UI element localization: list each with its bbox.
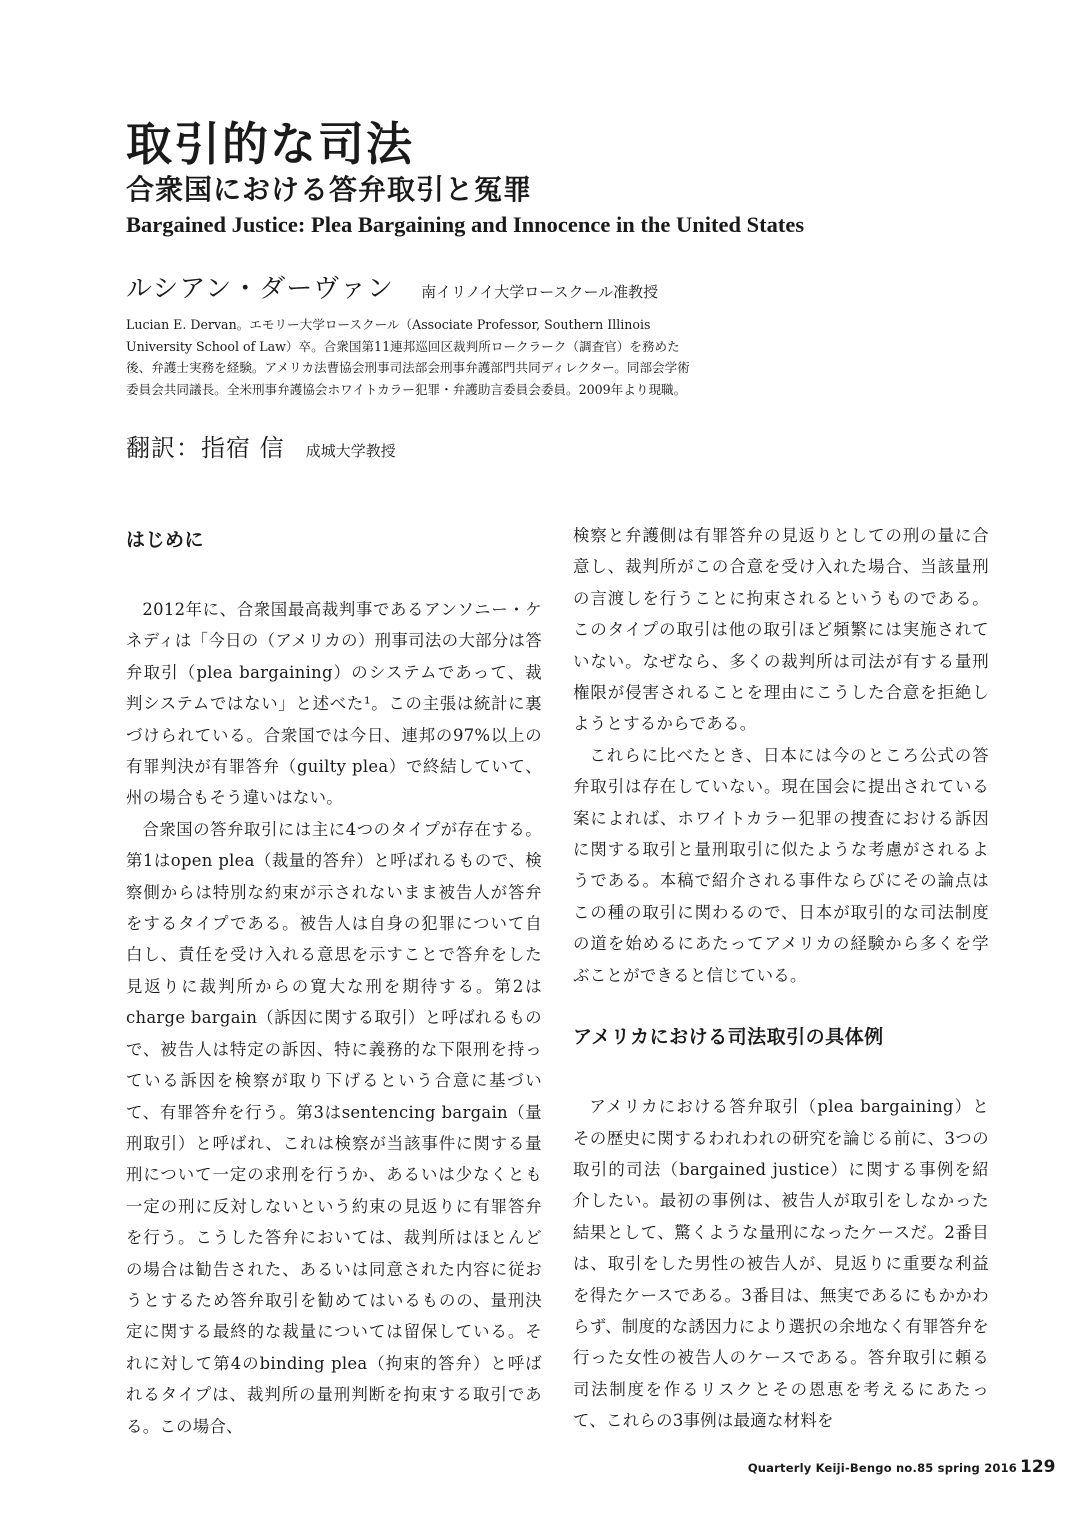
article-title: 取引的な司法 — [126, 117, 414, 171]
page-footer — [0, 1457, 1075, 1481]
left-column — [126, 520, 542, 1442]
body-paragraph: 2012年に、合衆国最高裁判事であるアンソニー・ケネディは「今日の（アメリカの）刑事司法の大部分は答弁取引（plea bargaining）のシステムであって、裁判システムではない」と述べた¹。この主張は統計に裏づけられている。合衆国では今日、連邦の97%以上の有罪判決が有罪答弁（guilty plea）で終結していて、州の場合もそう違いはない。 — [126, 600, 542, 808]
journal-name: Quarterly Keiji-Bengo no.85 spring 2016 — [747, 1461, 1017, 1475]
right-column — [573, 520, 989, 1437]
body-paragraph: これらに比べたとき、日本には今のところ公式の答弁取引は存在していない。現在国会に提出されている案によれば、ホワイトカラー犯罪の捜査における訴因に関する取引と量刑取引に似たような考慮がされるようである。本稿で紹介される事件ならびにその論点はこの種の取引に関わるので、日本が取引的な司法制度の道を始めるにあたってアメリカの経験から多くを学ぶことができると信じている。 — [573, 745, 989, 985]
author-affiliation: 南イリノイ大学ロースクール准教授 — [421, 283, 659, 301]
translator-name: 翻訳：指宿 信 — [126, 434, 285, 462]
body-paragraph: 合衆国の答弁取引には主に4つのタイプが存在する。第1はopen plea（裁量的答弁）と呼ばれるもので、検察側からは特別な約束が示されないまま被告人が答弁をするタイプである。被告人は自身の犯罪について自白し、責任を受け入れる意思を示すことで答弁をした見返りに裁判所からの寛大な刑を期待する。第2はcharge bargain（訴因に関する取引）と呼ばれるもので、被告人は特定の訴因、特に義務的な下限刑を持っている訴因を検察が取り下げるという合意に基づいて、有罪答弁を行う。第3はsentencing bargain（量刑取引）と呼ばれ、これは検察が当該事件に関する量刑について一定の求刑を行うか、あるいは少なくとも一定の刑に反対しないという約束の見返りに有罪答弁を行う。こうした答弁においては、裁判所はほとんどの場合は勧告された、あるいは同意された内容に従おうとするため答弁取引を勧めてはいるものの、量刑決定に関する最終的な裁量については留保している。それに対して第4のbinding plea（拘束的答弁）と呼ばれるタイプは、裁判所の量刑判断を拘束する取引である。この場合、 — [126, 819, 542, 1436]
author-bio: Lucian E. Dervan。エモリー大学ロースクール（Associate Professor, Southern Illinois University School of Law）卒。合衆国第11連邦巡回区裁判所ロークラーク（調査官）を務めた後、弁護士実務を経験。アメリカ法曹協会刑事司法部会刑事弁護部門共同ディレクター。同部会学術委員会共同議長。全米刑事弁護協会ホワイトカラー犯罪・弁護助言委員会委員。2009年より現職。 — [126, 317, 690, 397]
body-paragraph-continuation: 検察と弁護側は有罪答弁の見返りとしての刑の量に合意し、裁判所がこの合意を受け入れた場合、当該量刑の言渡しを行うことに拘束されるというものである。このタイプの取引は他の取引ほど頻繁には実施されていない。なぜなら、多くの裁判所は司法が有する量刑権限が侵害されることを理由にこうした合意を拒絶しようとするからである。 — [573, 526, 989, 734]
article-subtitle: 合衆国における答弁取引と冤罪 — [126, 173, 533, 206]
body-paragraph: アメリカにおける答弁取引（plea bargaining）とその歴史に関するわれわれの研究を論じる前に、3つの取引的司法（bargained justice）に関する事例を紹介したい。最初の事例は、被告人が取引をしなかった結果として、驚くような量刑になったケースだ。2番目は、取引をした男性の被告人が、見返りに重要な利益を得たケースである。3番目は、無実であるにもかかわらず、制度的な誘因力により選択の余地なく有罪答弁を行った女性の被告人のケースである。答弁取引に頼る司法制度を作るリスクとその恩恵を考えるにあたって、これらの3事例は最適な材料を — [573, 1097, 989, 1431]
translator-affiliation: 成城大学教授 — [305, 442, 396, 460]
author-line — [126, 268, 658, 305]
page-number: 129 — [1020, 1457, 1056, 1477]
translator-line — [126, 428, 396, 463]
author-name: ルシアン・ダーヴァン — [126, 274, 395, 304]
section-heading-introduction: はじめに — [126, 529, 205, 551]
section-heading-examples: アメリカにおける司法取引の具体例 — [573, 1026, 884, 1049]
english-title: Bargained Justice: Plea Bargaining and Innocence in the United States — [126, 212, 805, 237]
